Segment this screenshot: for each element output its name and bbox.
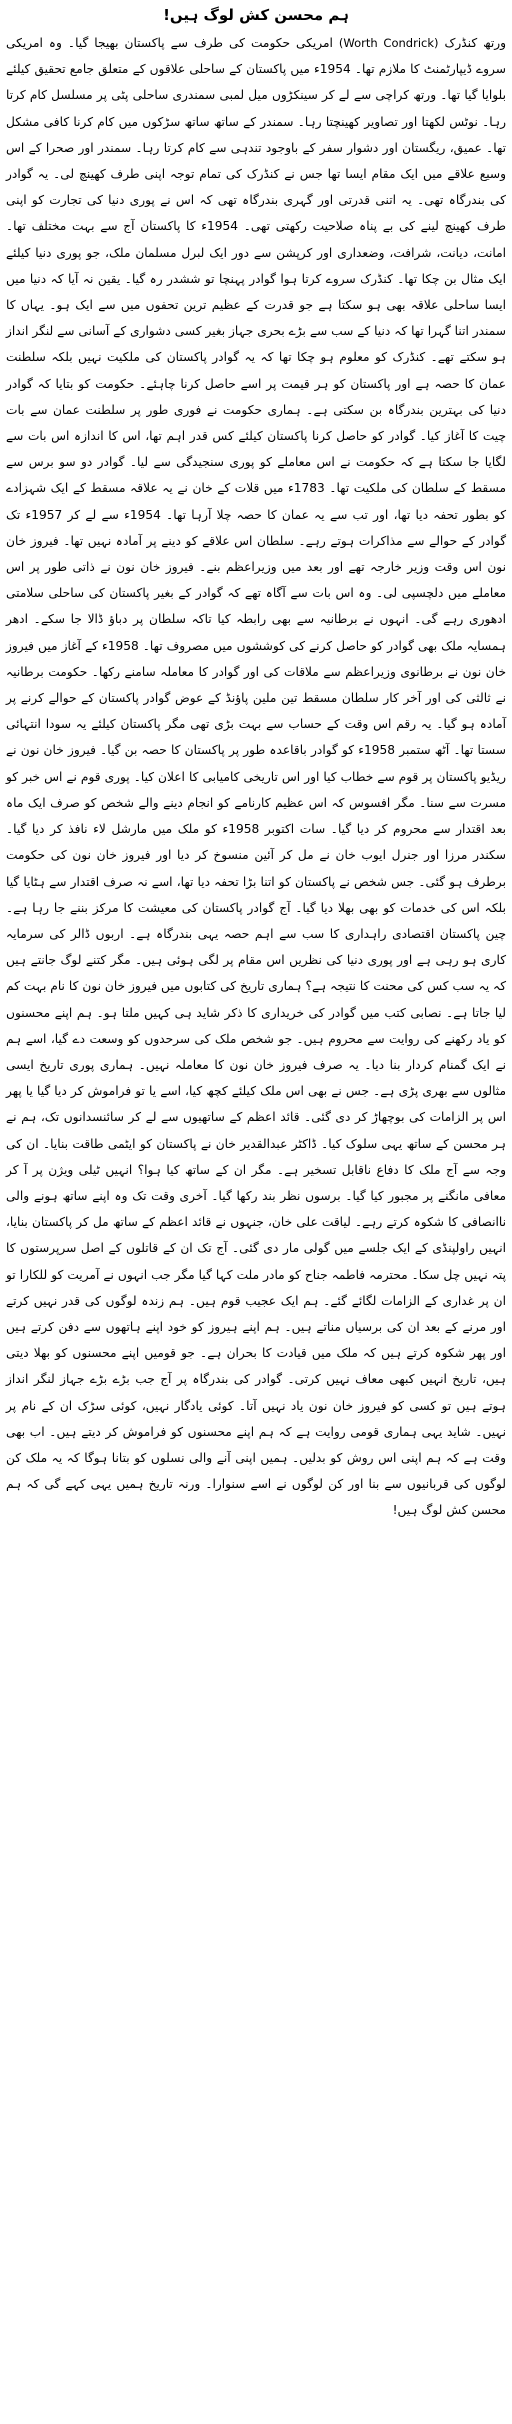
article-paragraph: آٹھ ستمبر 1958ء کو گوادر باقاعدہ طور پر پاکستان کا حصہ بن گیا۔ فیروز خان نون نے ریڈیو پاکستان پر قوم سے خطاب کیا اور اس تاریخی کامیابی کا اعلان کیا۔ پوری قوم نے اس خبر کو مسرت سے سنا۔ مگر افسوس کہ اس عظیم کارنامے کو انجام دینے والے شخص کو صرف ایک ماہ بعد اقتدار سے محروم کر دیا گیا۔ <box>6 743 506 837</box>
article-paragraph: حکومت کو بتایا کہ گوادر دنیا کی بہترین بندرگاہ بن سکتی ہے۔ ہماری حکومت نے فوری طور پر سلطنت عمان سے بات چیت کا آغاز کیا۔ گوادر کو حاصل کرنا پاکستان کیلئے کس قدر اہم تھا، اس کا اندازہ اس بات سے لگایا جا سکتا ہے کہ حکومت نے اس معاملے کو پوری سنجیدگی سے لیا۔ <box>6 376 506 470</box>
article-paragraph: لیاقت علی خان، جنہوں نے قائد اعظم کے ساتھ مل کر پاکستان بنایا، انہیں راولپنڈی کے ایک جلسے میں گولی مار دی گئی۔ آج تک ان کے قاتلوں کے اصل سرپرستوں کا پتہ نہیں چل سکا۔ محترمہ فاطمہ جناح کو مادر ملت کہا گیا مگر جب انہوں نے آمریت کو للکارا تو ان پر غداری کے الزامات لگائے گئے۔ <box>6 1215 506 1308</box>
article-paragraph: اب بھی وقت ہے کہ ہم اپنی اس روش کو بدلیں۔ ہمیں اپنی آنے والی نسلوں کو بتانا ہوگا کہ یہ ملک کن لوگوں کی قربانیوں سے بنا اور کن لوگوں نے اسے سنوارا۔ ورنہ تاریخ ہمیں یہی کہے گی کہ ہم محسن کش لوگ ہیں! <box>6 1424 506 1518</box>
article-paragraph: سات اکتوبر 1958ء کو ملک میں مارشل لاء نافذ کر دیا گیا۔ سکندر مرزا اور جنرل ایوب خان نے مل کر آئین منسوخ کر دیا اور فیروز خان نون کی حکومت برطرف ہو گئی۔ جس شخص نے پاکستان کو اتنا بڑا تحفہ دیا تھا، اسے نہ صرف اقتدار سے ہٹایا گیا بلکہ اس کی خدمات کو بھی بھلا دیا گیا۔ <box>6 822 506 915</box>
article-paragraph: گوادر دو سو برس سے مسقط کے سلطان کی ملکیت تھا۔ 1783ء میں قلات کے خان نے یہ علاقہ مسقط کے ایک شہزادے کو بطور تحفہ دیا تھا، اور تب سے یہ عمان کا حصہ چلا آرہا تھا۔ 1954ء سے لے کر 1957ء تک گوادر کے حوالے سے مذاکرات ہوتے رہے۔ سلطان اس علاقے کو دینے پر آمادہ نہیں تھا۔ فیروز خان نون اس وقت وزیر خارجہ تھے اور بعد میں وزیراعظم بنے۔ <box>6 455 507 575</box>
article-paragraph: ڈاکٹر عبدالقدیر خان نے پاکستان کو ایٹمی طاقت بنایا۔ ان کی وجہ سے آج ملک کا دفاع ناقابل تسخیر ہے۔ مگر ان کے ساتھ کیا ہوا؟ انہیں ٹیلی ویژن پر آ کر معافی مانگنے پر مجبور کیا گیا۔ برسوں نظر بند رکھا گیا۔ آخری وقت تک وہ اپنے ساتھ ہونے والی ناانصافی کا شکوہ کرتے رہے۔ <box>6 1136 506 1230</box>
article-paragraph: آج گوادر پاکستان کی معیشت کا مرکز بننے جا رہا ہے۔ چین پاکستان اقتصادی راہداری کا سب سے اہم حصہ یہی بندرگاہ ہے۔ اربوں ڈالر کی سرمایہ کاری ہو رہی ہے اور پوری دنیا کی نظریں اس مقام پر لگی ہوئی ہیں۔ مگر کتنے لوگ جانتے ہیں کہ یہ سب کس کی محنت کا نتیجہ ہے؟ <box>6 900 506 994</box>
article-paragraph: ہماری تاریخ کی کتابوں میں فیروز خان نون کا نام بہت کم لیا جاتا ہے۔ نصابی کتب میں گوادر کی خریداری کا ذکر شاید ہی کہیں ملتا ہو۔ ہم اپنے محسنوں کو یاد رکھنے کی روایت سے محروم ہیں۔ جو شخص ملک کی سرحدوں کو وسعت دے گیا، اسے ہم نے ایک گمنام کردار بنا دیا۔ <box>6 979 506 1072</box>
article-paragraph: یہ صرف فیروز خان نون کا معاملہ نہیں۔ ہماری پوری تاریخ ایسی مثالوں سے بھری پڑی ہے۔ جس نے بھی اس ملک کیلئے کچھ کیا، اسے یا تو فراموش کر دیا گیا یا پھر اس پر الزامات کی بوچھاڑ کر دی گئی۔ قائد اعظم کے ساتھیوں سے لے کر سائنسدانوں تک، ہم نے ہر محسن کے ساتھ یہی سلوک کیا۔ <box>6 1057 506 1151</box>
article-paragraph: فیروز خان نون نے ذاتی طور پر اس معاملے میں دلچسپی لی۔ وہ اس بات سے آگاہ تھے کہ گوادر کے بغیر پاکستان کی ساحلی سلامتی ادھوری رہے گی۔ انہوں نے برطانیہ سے بھی رابطہ کیا تاکہ سلطان پر دباؤ ڈالا جا سکے۔ ادھر ہمسایہ ملک بھی گوادر کو حاصل کرنے کی کوششوں میں مصروف تھا۔ <box>6 560 507 653</box>
article-latin-term: (Worth Condrick) <box>338 36 439 50</box>
article-title: ہم محسن کش لوگ ہیں! <box>163 6 349 24</box>
article-paragraph: کنڈرک سروے کرتا ہوا گوادر پہنچا تو ششدر رہ گیا۔ یقین نہ آیا کہ دنیا میں ایسا ساحلی علاقہ بھی ہو سکتا ہے جو قدرت کے عظیم ترین تحفوں میں سے ایک ہو۔ یہاں کا سمندر اتنا گہرا تھا کہ دنیا کے سب سے بڑے بحری جہاز بغیر کسی دشواری کے آسانی سے لنگر انداز ہو سکتے تھے۔ کنڈرک کو معلوم ہو چکا تھا کہ یہ گوادر پاکستان کی ملکیت نہیں بلکہ سلطنت عمان کا حصہ ہے اور پاکستان کو ہر قیمت پر اسے حاصل کرنا چاہئے۔ <box>6 271 507 391</box>
article-paragraph: گوادر کی بندرگاہ پر آج جب بڑے بڑے جہاز لنگر انداز ہوتے ہیں تو کسی کو فیروز خان نون یاد نہیں آتا۔ کوئی یادگار نہیں، کوئی سڑک ان کے نام پر نہیں۔ شاید یہی ہماری قومی روایت ہے کہ ہم اپنے محسنوں کو فراموش کر دیتے ہیں۔ <box>6 1372 506 1439</box>
article-paragraph: ہم ایک عجیب قوم ہیں۔ ہم زندہ لوگوں کی قدر نہیں کرتے اور مرنے کے بعد ان کی برسیاں مناتے ہیں۔ ہم اپنے ہیروز کو خود اپنے ہاتھوں سے دفن کرتے ہیں اور پھر شکوہ کرتے ہیں کہ ملک میں قیادت کا بحران ہے۔ جو قومیں اپنے محسنوں کو بھلا دیتی ہیں، تاریخ انہیں کبھی معاف نہیں کرتی۔ <box>6 1293 506 1387</box>
article-paragraph: ورتھ کنڈرک <box>444 36 507 50</box>
article-paragraph: امریکی حکومت کی طرف سے پاکستان بھیجا گیا۔ وہ امریکی سروے ڈیپارٹمنٹ کا ملازم تھا۔ 1954ء میں پاکستان کے ساحلی علاقوں کے متعلق جامع تحقیق کیلئے بلوایا گیا تھا۔ ورتھ کراچی سے لے کر سینکڑوں میل لمبی سمندری ساحلی پٹی پر مسلسل کام کرتا رہا۔ نوٹس لکھتا اور تصاویر کھینچتا رہا۔ سمندر کے ساتھ ساتھ سڑکوں میں کام کرنا کافی مشکل تھا۔ عمیق، ریگستان اور دشوار سفر کے باوجود تندہی سے کام کرتا رہا۔ سمندر اور صحرا کے اس وسیع علاقے میں ایک مقام ایسا تھا جس نے کنڈرک کی تمام توجہ اپنی طرف کھینچ لی۔ یہ گوادر کی بندرگاہ تھی۔ یہ اتنی قدرتی اور گہری بندرگاہ تھی کہ اس نے پوری دنیا کی تجارت کو اپنی طرف کھینچ لینے کی بے پناہ صلاحیت رکھتی تھی۔ 1954ء کا پاکستان آج سے بہت مختلف تھا۔ امانت، دیانت، شرافت، وضعداری اور کرپشن سے دور ایک لبرل مسلمان ملک، جو پوری دنیا کیلئے ایک مثال بن چکا تھا۔ <box>6 36 506 286</box>
article-body <box>6 30 506 1524</box>
article-paragraph: 1958ء کے آغاز میں فیروز خان نون نے برطانوی وزیراعظم سے ملاقات کی اور گوادر کا معاملہ سامنے رکھا۔ حکومت برطانیہ نے ثالثی کی اور آخر کار سلطان مسقط تین ملین پاؤنڈ کے عوض گوادر پاکستان کے حوالے کرنے پر آمادہ ہو گیا۔ یہ رقم اس وقت کے حساب سے بہت بڑی تھی مگر پاکستان کیلئے یہ سودا انتہائی سستا تھا۔ <box>6 638 506 758</box>
